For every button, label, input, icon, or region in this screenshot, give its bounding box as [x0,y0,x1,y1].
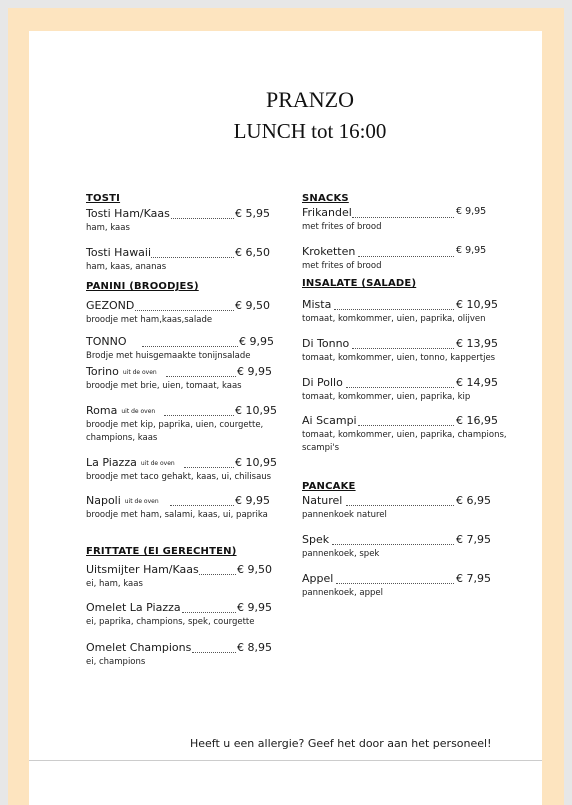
item-name: Di Tonno [302,337,350,350]
allergy-notice: Heeft u een allergie? Geef het door aan het personeel! [190,737,492,750]
item-price: € 7,95 [456,533,491,546]
item-name: Kroketten [302,245,356,258]
section-title-pancake: PANCAKE [302,481,356,492]
item-description: tomaat, komkommer, uien, tonno, kappertjes [302,353,496,363]
item-price: € 9,95 [237,365,272,378]
menu-item [86,494,291,522]
menu-item [86,404,291,444]
item-note: uit de oven [122,369,157,376]
menu-item [302,533,532,561]
item-description: tomaat, komkommer, uien, paprika, champions, scampi's [302,430,507,453]
item-description: pannenkoek, spek [302,549,380,559]
item-note: uit de oven [124,498,159,505]
item-price: € 10,95 [456,298,498,311]
item-description: Brodje met huisgemaakte tonijnsalade [86,351,251,361]
item-name: Omelet La Piazza [86,601,181,614]
section-title-insalate: INSALATE (SALADE) [302,278,417,289]
item-description: pannenkoek naturel [302,510,387,520]
menu-item [302,414,532,454]
item-description: broodje met taco gehakt, kaas, ui, chilisaus [86,472,272,482]
item-price: € 14,95 [456,376,498,389]
item-name: Spek [302,533,330,546]
item-description: ei, ham, kaas [86,579,143,589]
section-title-panini: PANINI (BROODJES) [86,281,199,292]
item-price: € 5,95 [235,207,270,220]
menu-title: PRANZO [265,87,354,112]
item-name: Frikandel [302,206,352,219]
item-name: Appel [302,572,334,585]
item-price: € 9,95 [456,206,487,217]
item-description: met frites of brood [302,222,382,232]
item-note: uit de oven [121,408,156,415]
item-description: broodje met ham, salami, kaas, ui, paprika [86,510,268,520]
item-price: € 9,95 [235,494,270,507]
item-description: ham, kaas [86,223,130,233]
item-description: tomaat, komkommer, uien, paprika, kip [302,392,471,402]
item-name: Torino [86,365,119,378]
menu-item [86,601,291,629]
menu-item [302,337,532,365]
menu-item [302,245,532,273]
item-price: € 9,95 [456,245,487,256]
section-title-snacks: SNACKS [302,193,349,204]
item-name: Roma [86,404,118,417]
menu-item [86,335,291,363]
item-name: Ai Scampi [302,414,357,427]
item-price: € 7,95 [456,572,491,585]
item-description: pannenkoek, appel [302,588,383,598]
item-description: broodje met ham,kaas,salade [86,315,213,325]
item-price: € 10,95 [235,404,277,417]
item-description: met frites of brood [302,261,382,271]
menu-item [86,299,291,327]
menu-item [302,572,532,600]
item-price: € 6,95 [456,494,491,507]
menu-item [86,641,291,669]
item-name: Tosti Ham/Kaas [86,207,170,220]
item-price: € 6,50 [235,246,270,259]
item-price: € 9,95 [239,335,274,348]
item-name: La Piazza [86,456,137,469]
item-name: Omelet Champions [86,641,192,654]
item-description: ham, kaas, ananas [86,262,167,272]
menu-item [302,376,532,404]
item-name: TONNO [86,335,127,348]
item-description: ei, champions [86,657,146,667]
item-price: € 16,95 [456,414,498,427]
section-title-tosti: TOSTI [86,193,121,204]
item-price: € 13,95 [456,337,498,350]
item-price: € 10,95 [235,456,277,469]
item-name: Naturel [302,494,343,507]
footer-divider [29,760,542,761]
item-name: GEZOND [86,299,135,312]
item-name: Di Pollo [302,376,343,389]
item-name: Uitsmijter Ham/Kaas [86,563,199,576]
menu-item [86,563,291,591]
item-note: uit de oven [140,460,175,467]
item-price: € 9,50 [237,563,272,576]
item-description: broodje met kip, paprika, uien, courgette, champions, kaas [86,420,264,443]
menu-item [302,494,532,522]
menu-item [302,298,532,326]
item-price: € 9,95 [237,601,272,614]
item-price: € 8,95 [237,641,272,654]
menu-subtitle: LUNCH tot 16:00 [233,119,387,143]
item-price: € 9,50 [235,299,270,312]
item-name: Napoli [86,494,121,507]
section-title-frittate: FRITTATE (EI GERECHTEN) [86,546,237,557]
item-description: ei, paprika, champions, spek, courgette [86,617,255,627]
item-description: tomaat, komkommer, uien, paprika, olijven [302,314,486,324]
menu-item [86,456,291,484]
menu-item [86,207,291,235]
item-name: Tosti Hawaii [86,246,152,259]
menu-item [86,246,291,274]
menu-item [86,365,291,393]
item-name: Mista [302,298,332,311]
item-description: broodje met brie, uien, tomaat, kaas [86,381,242,391]
menu-item [302,206,532,234]
